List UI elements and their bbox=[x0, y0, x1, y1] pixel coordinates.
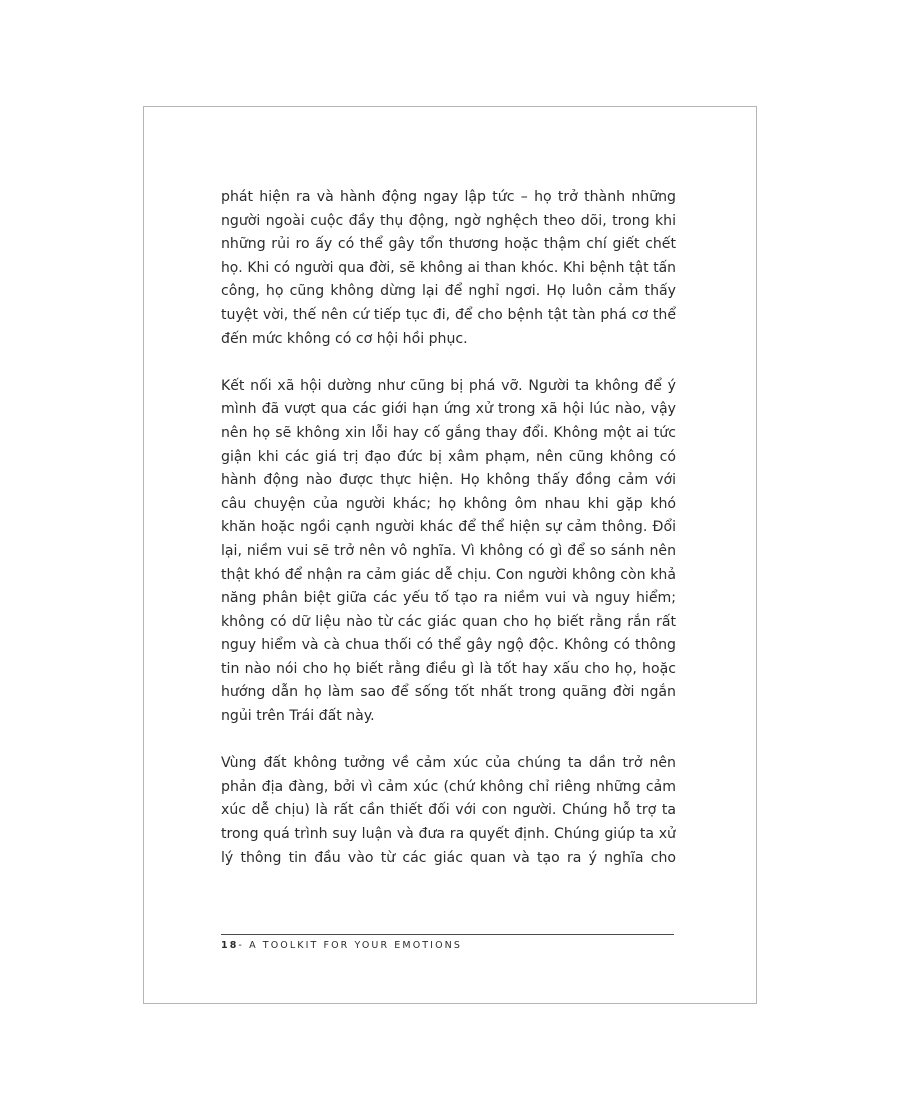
paragraph-2-line-4: giận khi các giá trị đạo đức bị xâm phạm, nên cũng không có bbox=[221, 448, 676, 465]
body-text bbox=[221, 186, 676, 870]
paragraph-1-line-4: họ. Khi có người qua đời, sẽ không ai than khóc. Khi bệnh tật tấn bbox=[221, 259, 676, 276]
paragraph-3-line-1: Vùng đất không tưởng về cảm xúc của chúng ta dần trở nên bbox=[221, 755, 676, 772]
paragraph-1-line-1: phát hiện ra và hành động ngay lập tức – họ trở thành những bbox=[221, 189, 676, 205]
paragraph-gap bbox=[221, 351, 676, 375]
paragraph-3-line-4: trong quá trình suy luận và đưa ra quyết định. Chúng giúp ta xử bbox=[221, 826, 676, 843]
paragraph-2-line-5: hành động nào được thực hiện. Họ không thấy đồng cảm với bbox=[221, 472, 676, 489]
paragraph-gap bbox=[221, 729, 676, 753]
paragraph-2-line-1: Kết nối xã hội dường như cũng bị phá vỡ. Người ta không để ý bbox=[221, 377, 676, 394]
paragraph-3-line-5: lý thông tin đầu vào từ các giác quan và tạo ra ý nghĩa cho bbox=[221, 849, 676, 866]
paragraph-1-line-3: những rủi ro ấy có thể gây tổn thương hoặc thậm chí giết chết bbox=[221, 236, 676, 253]
paragraph-2-line-13: tin nào nói cho họ biết rằng điều gì là tốt hay xấu cho họ, hoặc bbox=[221, 660, 676, 677]
paragraph-2-line-10: năng phân biệt giữa các yếu tố tạo ra niềm vui và nguy hiểm; bbox=[221, 590, 676, 607]
paragraph-2-line-15: ngủi trên Trái đất này. bbox=[221, 708, 375, 725]
paragraph-2-line-12: nguy hiểm và cà chua thối có thể gây ngộ độc. Không có thông bbox=[221, 637, 676, 654]
footer-divider bbox=[221, 934, 674, 935]
paragraph-1-line-2: người ngoài cuộc đầy thụ động, ngờ nghệch theo dõi, trong khi bbox=[221, 212, 676, 229]
footer-separator: - bbox=[238, 940, 244, 951]
book-title: A TOOLKIT FOR YOUR EMOTIONS bbox=[249, 940, 462, 951]
paragraph-2-line-14: hướng dẫn họ làm sao để sống tốt nhất trong quãng đời ngắn bbox=[221, 684, 676, 701]
paragraph-2-line-2: mình đã vượt qua các giới hạn ứng xử trong xã hội lúc nào, vậy bbox=[221, 401, 676, 418]
running-footer bbox=[221, 940, 462, 951]
paragraph-1-line-6: tuyệt vời, thế nên cứ tiếp tục đi, để cho bệnh tật tàn phá cơ thể bbox=[221, 306, 676, 323]
paragraph-3-line-2: phản địa đàng, bởi vì cảm xúc (chứ không chỉ riêng những cảm bbox=[221, 778, 676, 795]
paragraph-1-line-7: đến mức không có cơ hội hồi phục. bbox=[221, 330, 468, 347]
page-number: 18 bbox=[221, 940, 239, 951]
book-page bbox=[143, 106, 757, 1004]
paragraph-3-line-3: xúc dễ chịu) là rất cần thiết đối với con người. Chúng hỗ trợ ta bbox=[221, 802, 676, 819]
paragraph-1-line-5: công, họ cũng không dừng lại để nghỉ ngơi. Họ luôn cảm thấy bbox=[221, 283, 676, 300]
paragraph-2-line-3: nên họ sẽ không xin lỗi hay cố gắng thay đổi. Không một ai tức bbox=[221, 424, 676, 441]
paragraph-2-line-6: câu chuyện của người khác; họ không ôm nhau khi gặp khó bbox=[221, 495, 676, 512]
paragraph-2-line-11: không có dữ liệu nào từ các giác quan cho họ biết rằng rắn rất bbox=[221, 613, 676, 630]
paragraph-2-line-8: lại, niềm vui sẽ trở nên vô nghĩa. Vì không có gì để so sánh nên bbox=[221, 542, 676, 559]
paragraph-2-line-7: khăn hoặc ngồi cạnh người khác để thể hiện sự cảm thông. Đổi bbox=[221, 519, 676, 536]
paragraph-2-line-9: thật khó để nhận ra cảm giác dễ chịu. Con người không còn khả bbox=[221, 566, 676, 583]
